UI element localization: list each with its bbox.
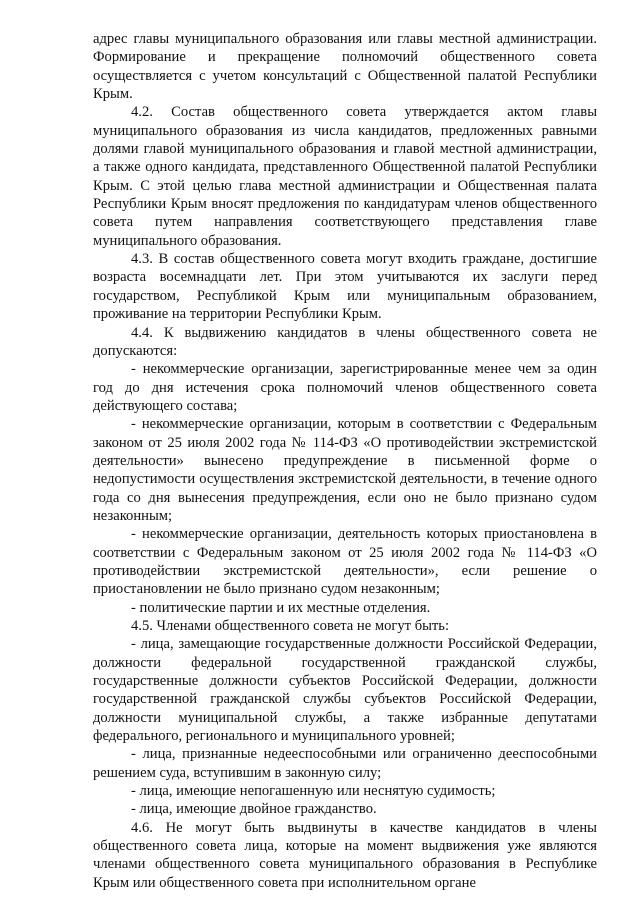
list-item: - лица, имеющие двойное гражданство. <box>131 801 377 818</box>
list-item: - лица, признанные недееспособными или ограниченно дееспособными решением суда, вступившим в законную силу; <box>93 746 597 781</box>
list-item: - политические партии и их местные отделения. <box>131 599 431 616</box>
list-item: - лица, имеющие непогашенную или неснятую судимость; <box>131 783 496 800</box>
list-item: - лица, замещающие государственные должности Российской Федерации, должности федеральной государственной гражданской службы, государственные должности субъектов Российской Федерации, должности государственной гражданской службы субъектов Российской Федерации, должности муниципальной службы, а также избранные депутатами федерального, регионального и муниципального уровней; <box>93 636 597 745</box>
document-body <box>93 30 597 892</box>
list-item: - некоммерческие организации, деятельность которых приостановлена в соответствии с Федеральным законом от 25 июля 2002 года № 114-ФЗ «О противодействии экстремистской деятельности», если решение о приостановлении не было признано судом незаконным; <box>93 526 597 598</box>
paragraph-4-2: 4.2. Состав общественного совета утверждается актом главы муниципального образования из числа кандидатов, предложенных равными долями главой муниципального образования и главой местной администрации, а также одного кандидата, представленного Общественной палатой Республики Крым. С этой целью глава местной администрации и Общественная палата Республики Крым вносят предложения по кандидатурам членов общественного совета путем направления соответствующего представления главе муниципального образования. <box>93 104 597 249</box>
paragraph-4-4: 4.4. К выдвижению кандидатов в члены общественного совета не допускаются: <box>93 324 597 359</box>
list-item: - некоммерческие организации, которым в соответствии с Федеральным законом от 25 июля 2002 года № 114-ФЗ «О противодействии экстремистской деятельности» вынесено предупреждение в письменной форме о недопустимости осуществления экстремистской деятельности, в течение одного года со дня вынесения предупреждения, если оно не было признано судом незаконным; <box>93 416 597 524</box>
paragraph-4-5: 4.5. Членами общественного совета не могут быть: <box>131 618 450 634</box>
list-item: - некоммерческие организации, зарегистрированные менее чем за один год до дня истечения срока полномочий членов общественного совета действующего состава; <box>93 361 597 414</box>
paragraph-intro: адрес главы муниципального образования или главы местной администрации. Формирование и прекращение полномочий общественного совета осуществляется с учетом консультаций с Общественной палатой Республики Крым. <box>93 31 597 103</box>
paragraph-4-3: 4.3. В состав общественного совета могут входить граждане, достигшие возраста восемнадцати лет. При этом учитываются их заслуги перед государством, Республикой Крым или муниципальным образованием, проживание на территории Республики Крым. <box>93 251 597 323</box>
paragraph-4-6: 4.6. Не могут быть выдвинуты в качестве кандидатов в члены общественного совета лица, которые на момент выдвижения уже являются членами общественного совета муниципального образования в Республике Крым или общественного совета при исполнительном органе <box>93 819 597 891</box>
